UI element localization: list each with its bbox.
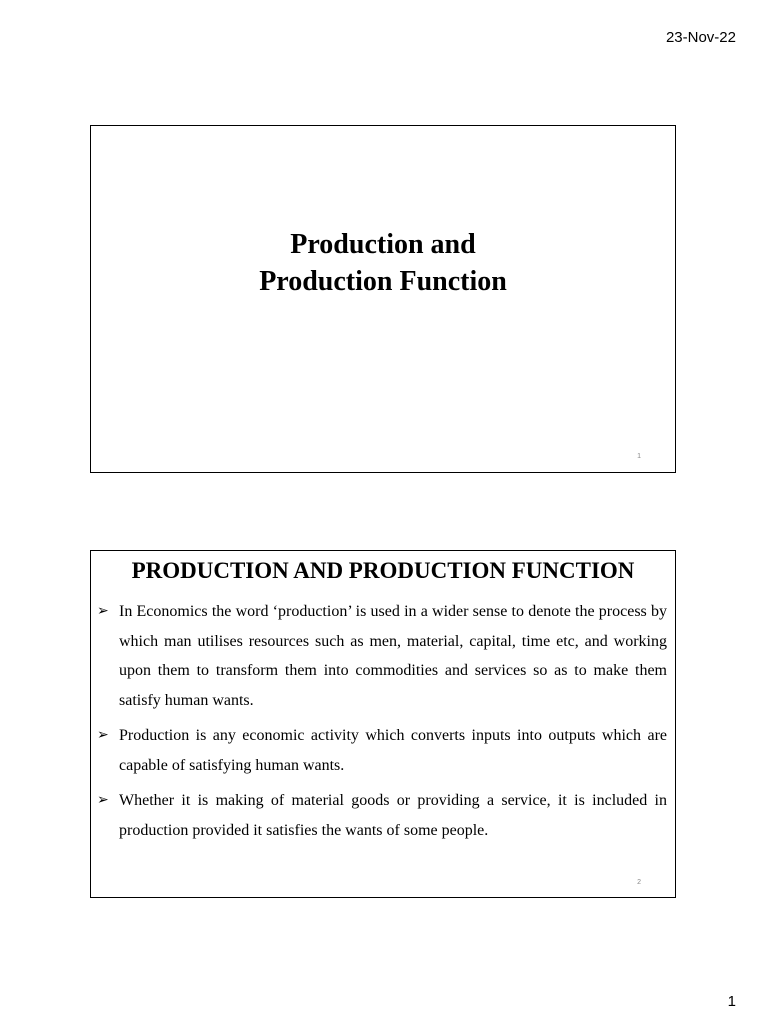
page-number: 1 <box>727 993 736 1010</box>
bullet-item <box>95 597 667 715</box>
bullet-item <box>95 786 667 845</box>
page-date: 23-Nov-22 <box>665 29 736 46</box>
arrow-bullet-icon: ➢ <box>97 727 109 743</box>
bullet-text: Whether it is making of material goods or providing a service, it is included in production provided it satisfies the wants of some people. <box>119 792 667 839</box>
slide-1-title-line-1: Production and <box>290 229 476 260</box>
slide-2 <box>90 550 676 898</box>
slide-2-heading: PRODUCTION AND PRODUCTION FUNCTION <box>131 558 635 583</box>
bullet-text: In Economics the word ‘production’ is used in a wider sense to denote the process by which man utilises resources such as men, material, capital, time etc, and working upon them to transform them into commodities and services so as to make them satisfy human wants. <box>119 603 667 709</box>
arrow-bullet-icon: ➢ <box>97 792 109 808</box>
bullet-text: Production is any economic activity which converts inputs into outputs which are capable of satisfying human wants. <box>119 727 667 774</box>
slide-1-title <box>91 226 675 300</box>
slide-1-number: 1 <box>637 453 641 460</box>
bullet-item <box>95 721 667 780</box>
slide-2-number: 2 <box>637 879 641 886</box>
arrow-bullet-icon: ➢ <box>97 603 109 619</box>
bullet-list <box>95 597 667 851</box>
slide-1 <box>90 125 676 473</box>
slide-1-title-line-2: Production Function <box>259 266 507 297</box>
